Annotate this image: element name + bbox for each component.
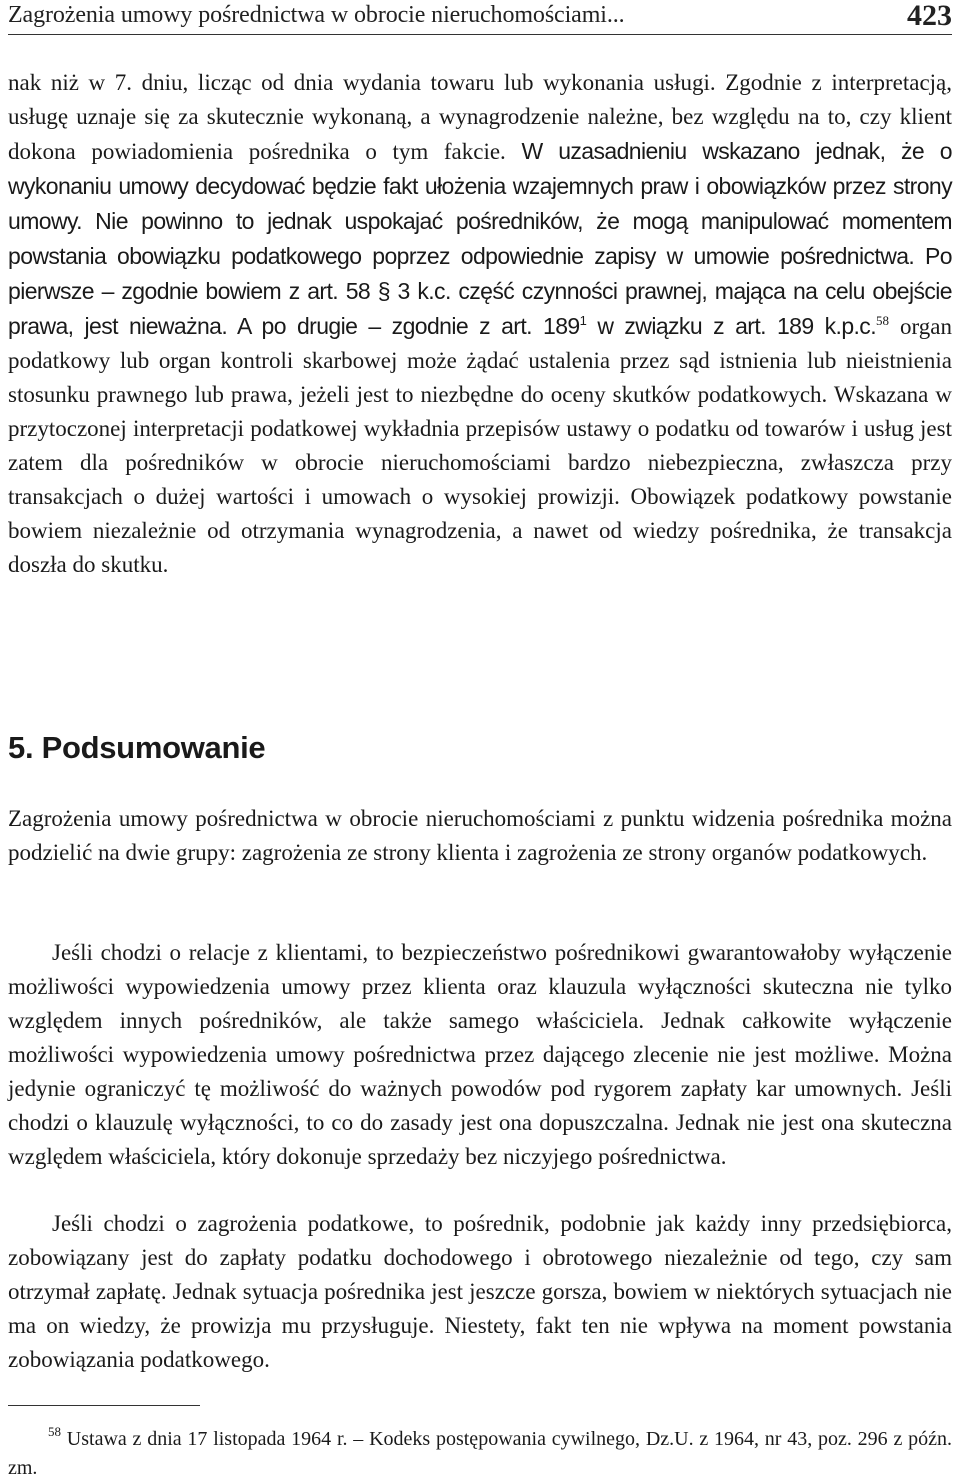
- body-paragraph-3: [8, 936, 952, 1174]
- body-paragraph-1: [8, 66, 952, 582]
- p1-text-c: w związku z art. 189 k.p.c.: [586, 313, 876, 339]
- page-number: 423: [907, 0, 952, 32]
- footnote-text: Ustawa z dnia 17 listopada 1964 r. – Kodeks postępowania cywilnego, Dz.U. z 1964, nr 43, poz. 296 z późn. zm.: [8, 1428, 952, 1479]
- p1-text-b: W uzasadnieniu wskazano jednak, że o wykonaniu umowy decydować będzie fakt ułożenia wzajemnych praw i obowiązków przez strony umowy. Nie powinno to jednak uspokajać pośredników, że mogą manipulować momentem powstania obowiązku podatkowego poprzez odpowiednie zapisy w umowie pośrednictwa. Po pierwsze – zgodnie bowiem z art. 58 § 3 k.c. część czynności prawnej, mająca na celu obejście prawa, jest nieważna. A po drugie – zgodnie z art. 189: [8, 138, 952, 339]
- section-heading: [8, 730, 265, 766]
- p1-text-d: [889, 314, 900, 339]
- running-title: Zagrożenia umowy pośrednictwa w obrocie nieruchomościami...: [8, 2, 625, 28]
- section-title: Podsumowanie: [41, 730, 266, 765]
- body-paragraph-2: Zagrożenia umowy pośrednictwa w obrocie nieruchomościami z punktu widzenia pośrednika można podzielić na dwie grupy: zagrożenia ze strony klienta i zagrożenia ze strony organów podatkowych.: [8, 806, 952, 865]
- p1-text-a: nak niż w 7. dniu, licząc od dnia wydania towaru lub wykonania usługi. Zgodnie z interpretacją, usługę uznaje się za skutecznie wykonaną, a wynagrodzenie należne, bez względu na to, czy klient dokona powiadomienia pośrednika o tym fakcie.: [8, 70, 952, 164]
- p3-text-a: Jeśli chodzi o relacje z klientami, to bezpieczeństwo pośrednikowi gwarantowałoby wyłączenie możliwości wypowiedzenia umowy przez klienta oraz klauzula wyłączności skuteczna nie tylko względem innych pośredników, ale także samego właściciela. Jednak całkowite wyłączenie możliwości wypowiedzenia umowy pośrednictwa przez dającego zlecenie nie jest możliwe.: [8, 940, 952, 1067]
- p4-text-b: Jednak sytuacja pośrednika jest jeszcze gorsza, bowiem w niektórych sytuacjach nie ma on wiedzy, że prowizja mu przysługuje. Niestety, fakt ten nie wpływa na moment powstania zobowiązania podatkowego.: [8, 1279, 952, 1372]
- footnote-58: [8, 1425, 952, 1483]
- p1-text-e: organ podatkowy lub organ kontroli skarbowej może żądać ustalenia przez sąd istnienia lub nieistnienia stosunku prawnego lub prawa, jeżeli jest to niezbędne do oceny skutków podatkowych. Wskazana w przytoczonej interpretacji podatkowej wykładnia przepisów ustawy o podatku od towarów i usług jest zatem dla pośredników w obrocie nieruchomościami bardzo niebezpieczna, zwłaszcza przy transakcjach o dużej wartości i umowach o wysokiej prowizji. Obowiązek podatkowy powstanie bowiem niezależnie od otrzymania wynagrodzenia, a nawet od wiedzy pośrednika, że transakcja doszła do skutku.: [8, 314, 952, 577]
- footnote-reference[interactable]: 58: [876, 313, 889, 328]
- running-header: [8, 0, 952, 35]
- section-number: 5.: [8, 730, 34, 765]
- article-superscript: 1: [579, 313, 587, 328]
- footnote-number: 58: [48, 1424, 61, 1439]
- body-paragraph-4: [8, 1207, 952, 1377]
- p4-text-a: Jeśli chodzi o zagrożenia podatkowe, to pośrednik, podobnie jak każdy inny przedsiębiorca, zobowiązany jest do zapłaty podatku dochodowego i obrotowego niezależnie od tego, czy sam otrzymał zapłatę.: [8, 1211, 952, 1304]
- p3-text-b: Można jedynie ograniczyć tę możliwość do ważnych powodów pod rygorem zapłaty kar umownych. Jeśli chodzi o klauzulę wyłączności, to co do zasady jest ona dopuszczalna. Jednak nie jest ona skuteczna względem właściciela, który dokonuje sprzedaży bez niczyjego pośrednictwa.: [8, 1042, 952, 1169]
- footnote-divider: [8, 1405, 200, 1406]
